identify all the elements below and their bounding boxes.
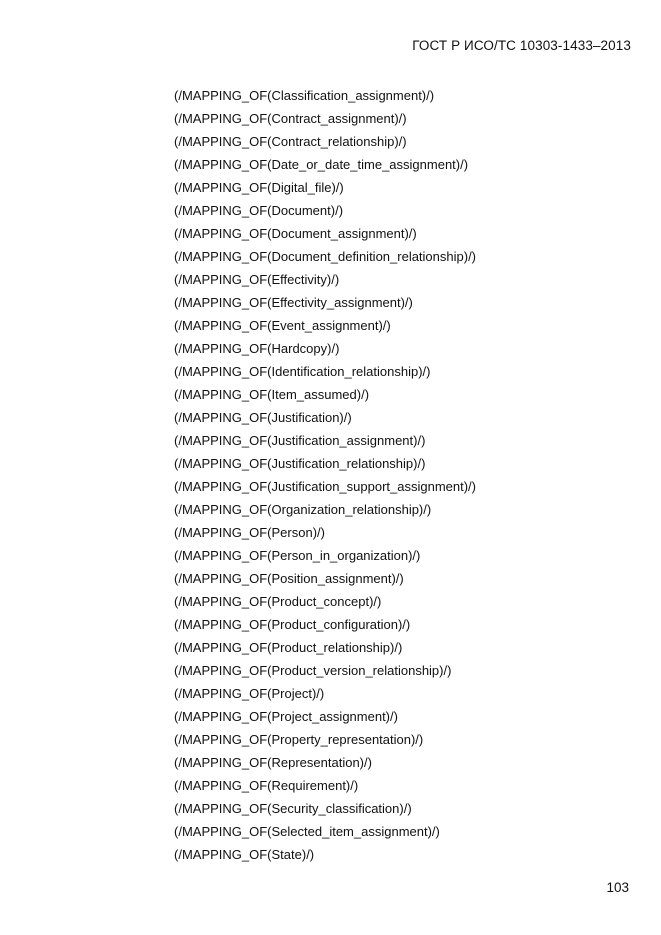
mapping-line: (/MAPPING_OF(Identification_relationship)/) [174, 364, 431, 379]
mapping-line: (/MAPPING_OF(Document)/) [174, 203, 344, 218]
mapping-line: (/MAPPING_OF(Product_concept)/) [174, 594, 382, 609]
mapping-line: (/MAPPING_OF(Product_version_relationship)/) [174, 663, 452, 678]
mapping-line: (/MAPPING_OF(Product_configuration)/) [174, 617, 411, 632]
mapping-line: (/MAPPING_OF(Effectivity)/) [174, 272, 340, 287]
mapping-line: (/MAPPING_OF(Justification)/) [174, 410, 352, 425]
mapping-line: (/MAPPING_OF(Product_relationship)/) [174, 640, 403, 655]
mapping-line: (/MAPPING_OF(Person_in_organization)/) [174, 548, 421, 563]
mapping-line: (/MAPPING_OF(Hardcopy)/) [174, 341, 340, 356]
mapping-line: (/MAPPING_OF(Event_assignment)/) [174, 318, 391, 333]
mapping-line: (/MAPPING_OF(Project_assignment)/) [174, 709, 398, 724]
mapping-line: (/MAPPING_OF(Justification_support_assignment)/) [174, 479, 476, 494]
mapping-line: (/MAPPING_OF(Classification_assignment)/) [174, 88, 435, 103]
mapping-line: (/MAPPING_OF(Requirement)/) [174, 778, 359, 793]
mapping-line: (/MAPPING_OF(Justification_assignment)/) [174, 433, 426, 448]
mapping-line: (/MAPPING_OF(Organization_relationship)/) [174, 502, 432, 517]
mapping-line: (/MAPPING_OF(Person)/) [174, 525, 325, 540]
mapping-line: (/MAPPING_OF(Document_definition_relationship)/) [174, 249, 477, 264]
mapping-line: (/MAPPING_OF(Contract_assignment)/) [174, 111, 407, 126]
mapping-line: (/MAPPING_OF(Selected_item_assignment)/) [174, 824, 440, 839]
mapping-line: (/MAPPING_OF(Security_classification)/) [174, 801, 412, 816]
mapping-line: (/MAPPING_OF(Property_representation)/) [174, 732, 424, 747]
mapping-line: (/MAPPING_OF(State)/) [174, 847, 315, 862]
mapping-line: (/MAPPING_OF(Representation)/) [174, 755, 372, 770]
mapping-line: (/MAPPING_OF(Date_or_date_time_assignment)/) [174, 157, 469, 172]
mapping-line: (/MAPPING_OF(Justification_relationship)/) [174, 456, 426, 471]
mapping-line: (/MAPPING_OF(Item_assumed)/) [174, 387, 370, 402]
mapping-line: (/MAPPING_OF(Project)/) [174, 686, 325, 701]
mapping-list [174, 87, 476, 869]
mapping-line: (/MAPPING_OF(Contract_relationship)/) [174, 134, 407, 149]
mapping-line: (/MAPPING_OF(Effectivity_assignment)/) [174, 295, 413, 310]
document-header: ГОСТ Р ИСО/ТС 10303-1433–2013 [412, 38, 631, 53]
mapping-line: (/MAPPING_OF(Digital_file)/) [174, 180, 344, 195]
page-number: 103 [606, 880, 629, 895]
mapping-line: (/MAPPING_OF(Document_assignment)/) [174, 226, 417, 241]
mapping-line: (/MAPPING_OF(Position_assignment)/) [174, 571, 404, 586]
